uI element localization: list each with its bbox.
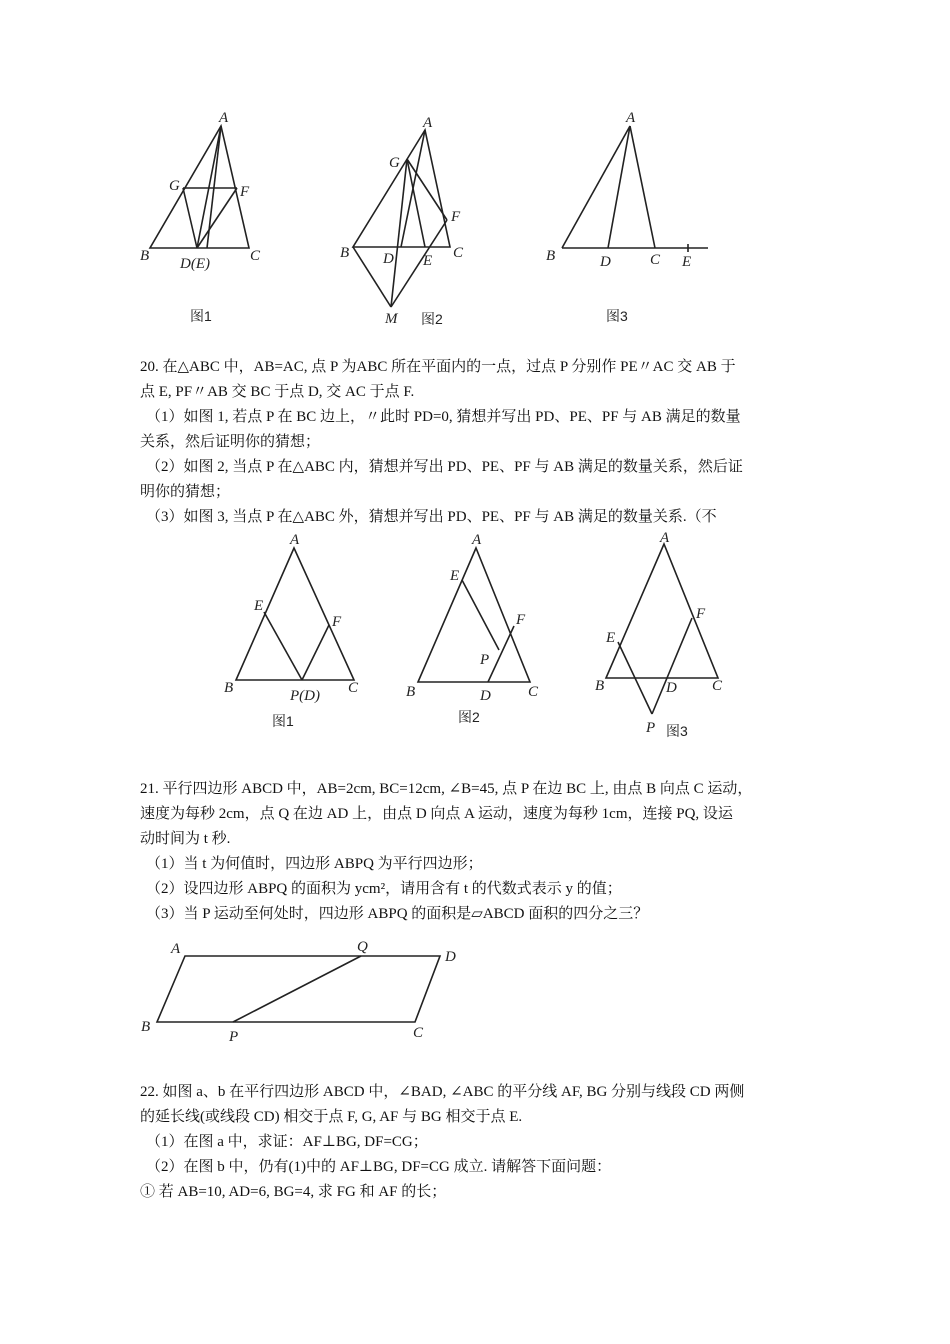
q20-part2-line1: （2）如图 2, 当点 P 在△ABC 内，猜想并写出 PD、PE、PF 与 AB 满足的数量关系，然后证	[146, 459, 743, 475]
q20-part1-line2: 关系，然后证明你的猜想；	[140, 434, 321, 450]
q20-stem-line1: 20. 在△ABC 中，AB=AC, 点 P 为ABC 所在平面内的一点，过点 P 分别作 PE〃AC 交 AB 于	[140, 359, 736, 375]
figure-top-3	[540, 108, 715, 333]
label-f: F	[240, 184, 250, 200]
label-e: E	[254, 598, 264, 614]
label-f: F	[696, 606, 706, 622]
label-d: D	[600, 254, 611, 270]
figure-q20-3	[590, 528, 740, 743]
figure-top-1	[135, 108, 275, 333]
label-g: G	[389, 155, 400, 171]
segment-pf	[652, 618, 692, 714]
label-a: A	[660, 530, 670, 546]
label-b: B	[595, 678, 605, 694]
segment-fp	[302, 625, 329, 680]
q22-stem-line1: 22. 如图 a、b 在平行四边形 ABCD 中，∠BAD, ∠ABC 的平分线 AF, BG 分别与线段 CD 两侧	[140, 1084, 745, 1100]
label-a: A	[219, 110, 229, 126]
q20-part1-line1: （1）如图 1, 若点 P 在 BC 边上，〃此时 PD=0, 猜想并写出 PD、PE、PF 与 AB 满足的数量	[146, 409, 741, 425]
label-b: B	[140, 248, 150, 264]
q21-part3: （3）当 P 运动至何处时，四边形 ABPQ 的面积是▱ABCD 面积的四分之三？	[146, 906, 649, 922]
label-m: M	[385, 311, 398, 327]
label-d: D	[480, 688, 491, 704]
segment-pq	[233, 956, 361, 1022]
label-b: B	[340, 245, 350, 261]
segment-ep	[264, 612, 302, 680]
figure-q20-2	[400, 530, 550, 730]
label-c: C	[712, 678, 723, 694]
label-d: D	[383, 251, 394, 267]
q22-stem-line2: 的延长线(或线段 CD) 相交于点 F, G, AF 与 BG 相交于点 E.	[140, 1109, 523, 1125]
q21-stem-line3: 动时间为 t 秒.	[140, 831, 231, 847]
label-e: E	[682, 254, 692, 270]
label-p: P	[480, 652, 490, 668]
label-a: A	[290, 532, 300, 548]
figure-q21-parallelogram	[135, 935, 470, 1050]
label-pd: P(D)	[290, 688, 320, 704]
label-p: P	[229, 1029, 239, 1045]
label-b: B	[406, 684, 416, 700]
label-q: Q	[357, 939, 368, 955]
figure-caption: 图3	[666, 723, 688, 739]
label-a: A	[423, 115, 433, 131]
label-e: E	[423, 253, 433, 269]
label-a: A	[171, 941, 181, 957]
label-f: F	[451, 209, 461, 225]
figure-caption: 图2	[458, 709, 480, 725]
q22-part2: （2）在图 b 中，仍有(1)中的 AF⊥BG, DF=CG 成立. 请解答下面问题：	[146, 1159, 612, 1175]
q22-subpart1: ① 若 AB=10, AD=6, BG=4, 求 FG 和 AF 的长；	[140, 1184, 447, 1200]
q21-part2: （2）设四边形 ABPQ 的面积为 ycm²，请用含有 t 的代数式表示 y 的值；	[146, 881, 622, 897]
label-c: C	[650, 252, 661, 268]
label-de: D(E)	[180, 256, 210, 272]
triangle-abc	[418, 548, 530, 682]
segment-ac	[630, 126, 655, 248]
triangle-abc	[353, 130, 450, 247]
label-c: C	[250, 248, 261, 264]
figure-caption: 图1	[190, 308, 212, 324]
label-c: C	[348, 680, 359, 696]
label-g: G	[169, 178, 180, 194]
label-d: D	[445, 949, 456, 965]
label-c: C	[453, 245, 464, 261]
figure-top-2	[335, 115, 475, 335]
label-b: B	[141, 1019, 151, 1035]
q20-part2-line2: 明你的猜想；	[140, 484, 231, 500]
label-a: A	[626, 110, 636, 126]
label-c: C	[413, 1025, 424, 1041]
q20-stem-line2: 点 E, PF〃AB 交 BC 于点 D, 交 AC 于点 F.	[140, 384, 415, 400]
triangle-abc	[150, 126, 249, 248]
label-b: B	[224, 680, 234, 696]
figure-q20-1	[220, 530, 370, 735]
label-f: F	[516, 612, 526, 628]
label-e: E	[606, 630, 616, 646]
segment-gd	[183, 188, 197, 248]
segment-fd	[488, 626, 514, 682]
figure-caption: 图1	[272, 713, 294, 729]
q21-stem-line2: 速度为每秒 2cm，点 Q 在边 AD 上，由点 D 向点 A 运动，速度为每秒 1cm，连接 PQ, 设运	[140, 806, 733, 822]
label-c: C	[528, 684, 539, 700]
label-e: E	[450, 568, 460, 584]
label-b: B	[546, 248, 556, 264]
label-a: A	[472, 532, 482, 548]
q21-stem-line1: 21. 平行四边形 ABCD 中，AB=2cm, BC=12cm, ∠B=45, 点 P 在边 BC 上, 由点 B 向点 C 运动，	[140, 781, 753, 797]
label-d: D	[666, 680, 677, 696]
label-p: P	[646, 720, 656, 736]
q20-part3: （3）如图 3, 当点 P 在△ABC 外，猜想并写出 PD、PE、PF 与 AB 满足的数量关系.（不	[146, 509, 717, 525]
label-f: F	[332, 614, 342, 630]
q22-part1: （1）在图 a 中，求证：AF⊥BG, DF=CG；	[146, 1134, 428, 1150]
figure-caption: 图2	[421, 311, 443, 327]
q21-part1: （1）当 t 为何值时，四边形 ABPQ 为平行四边形；	[146, 856, 483, 872]
figure-caption: 图3	[606, 308, 628, 324]
